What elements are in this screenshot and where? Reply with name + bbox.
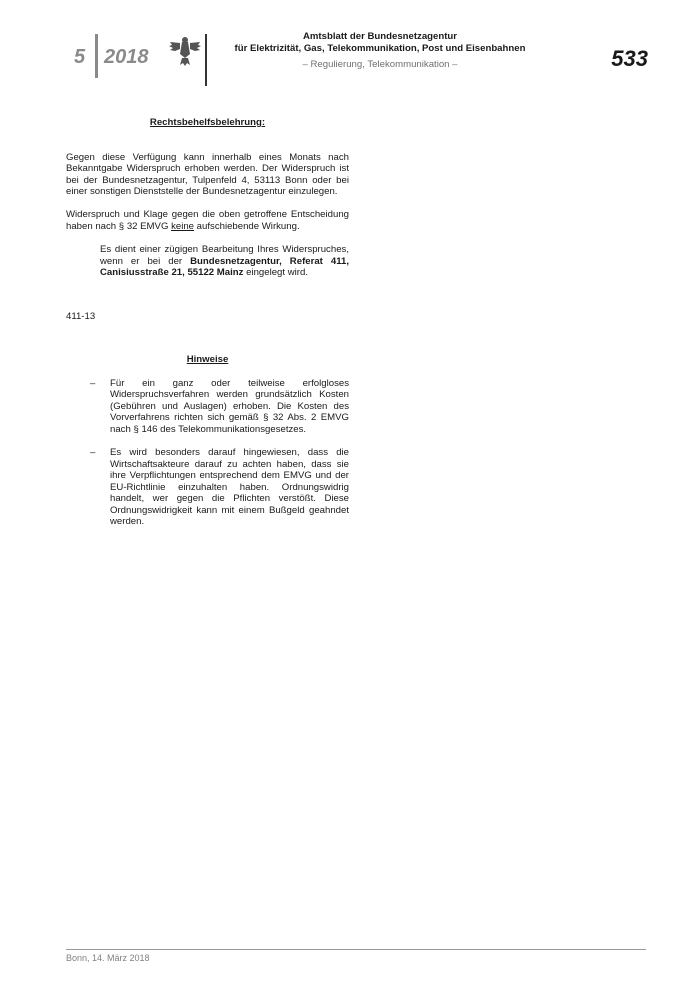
para3-text-a: Es dient einer zügigen Bearbeitung Ihres Widerspruches, wenn er bei der <box>100 244 349 267</box>
list-dash: – <box>90 377 96 389</box>
list-dash: – <box>90 447 96 458</box>
para2-text-b: aufschiebende Wirkung. <box>194 220 300 232</box>
list-item-text: Es wird besonders darauf hingewiesen, dass die Wirtschaftsakteure darauf zu achten haben, dass sie ihre Verpflichtungen entsprechend dem EMVG und der EU-Richtlinie einzuhalten haben. Ordnungswidrig handelt, wer gegen die Pflichten verstößt. Diese Ordnungswidrigkeit kann mit einem Bußgeld geahndet werden. <box>110 447 349 527</box>
legal-remedy-paragraph-3 <box>66 244 349 279</box>
list-item <box>66 378 349 436</box>
notes-heading: Hinweise <box>186 354 229 365</box>
para2-text-a: Widerspruch und Klage gegen die oben getroffene Entscheidung haben nach § 32 EMVG <box>66 209 349 232</box>
issue-year: 2018 <box>104 46 149 68</box>
gazette-title <box>230 31 530 54</box>
legal-remedy-paragraph-1: Gegen diese Verfügung kann innerhalb eines Monats nach Bekanntgabe Widerspruch erhoben werden. Der Widerspruch ist bei der Bundesnetzagentur, Tulpenfeld 4, 53113 Bonn oder bei einer sonstigen Dienststelle der Bundesnetzagentur einzulegen. <box>66 151 349 197</box>
para3-address: Bundesnetzagentur, Referat 411, Canisiusstraße 21, 55122 Mainz <box>100 255 350 278</box>
list-item <box>66 447 349 528</box>
gazette-title-line1: Amtsblatt der Bundesnetzagentur <box>302 31 458 42</box>
page-number: 533 <box>611 46 648 71</box>
issue-divider <box>95 34 98 78</box>
para3-text-b: eingelegt wird. <box>243 267 308 278</box>
main-column <box>66 117 349 528</box>
footer-place-date: Bonn, 14. März 2018 <box>66 953 150 963</box>
emblem-divider <box>205 34 207 86</box>
gazette-title-line2: für Elektrizität, Gas, Telekommunikation, Post und Eisenbahnen <box>234 42 526 54</box>
footer-divider <box>66 949 646 950</box>
legal-remedy-heading: Rechtsbehelfsbelehrung: <box>149 117 266 128</box>
legal-remedy-paragraph-2 <box>66 209 349 232</box>
issue-number: 5 <box>74 46 86 68</box>
list-item-text: Für ein ganz oder teilweise erfolgloses Widerspruchsverfahren werden grundsätzlich Kosten (Gebühren und Auslagen) erhoben. Die Kosten des Vorverfahrens richten sich gemäß § 32 Abs. 2 EMVG nach § 146 des Telekommunikationsgesetzes. <box>110 377 349 435</box>
federal-eagle-icon <box>168 34 202 68</box>
para2-underlined-word: keine <box>171 220 195 232</box>
reference-number: 411-13 <box>66 310 96 322</box>
gazette-subtitle: – Regulierung, Telekommunikation – <box>302 59 458 70</box>
